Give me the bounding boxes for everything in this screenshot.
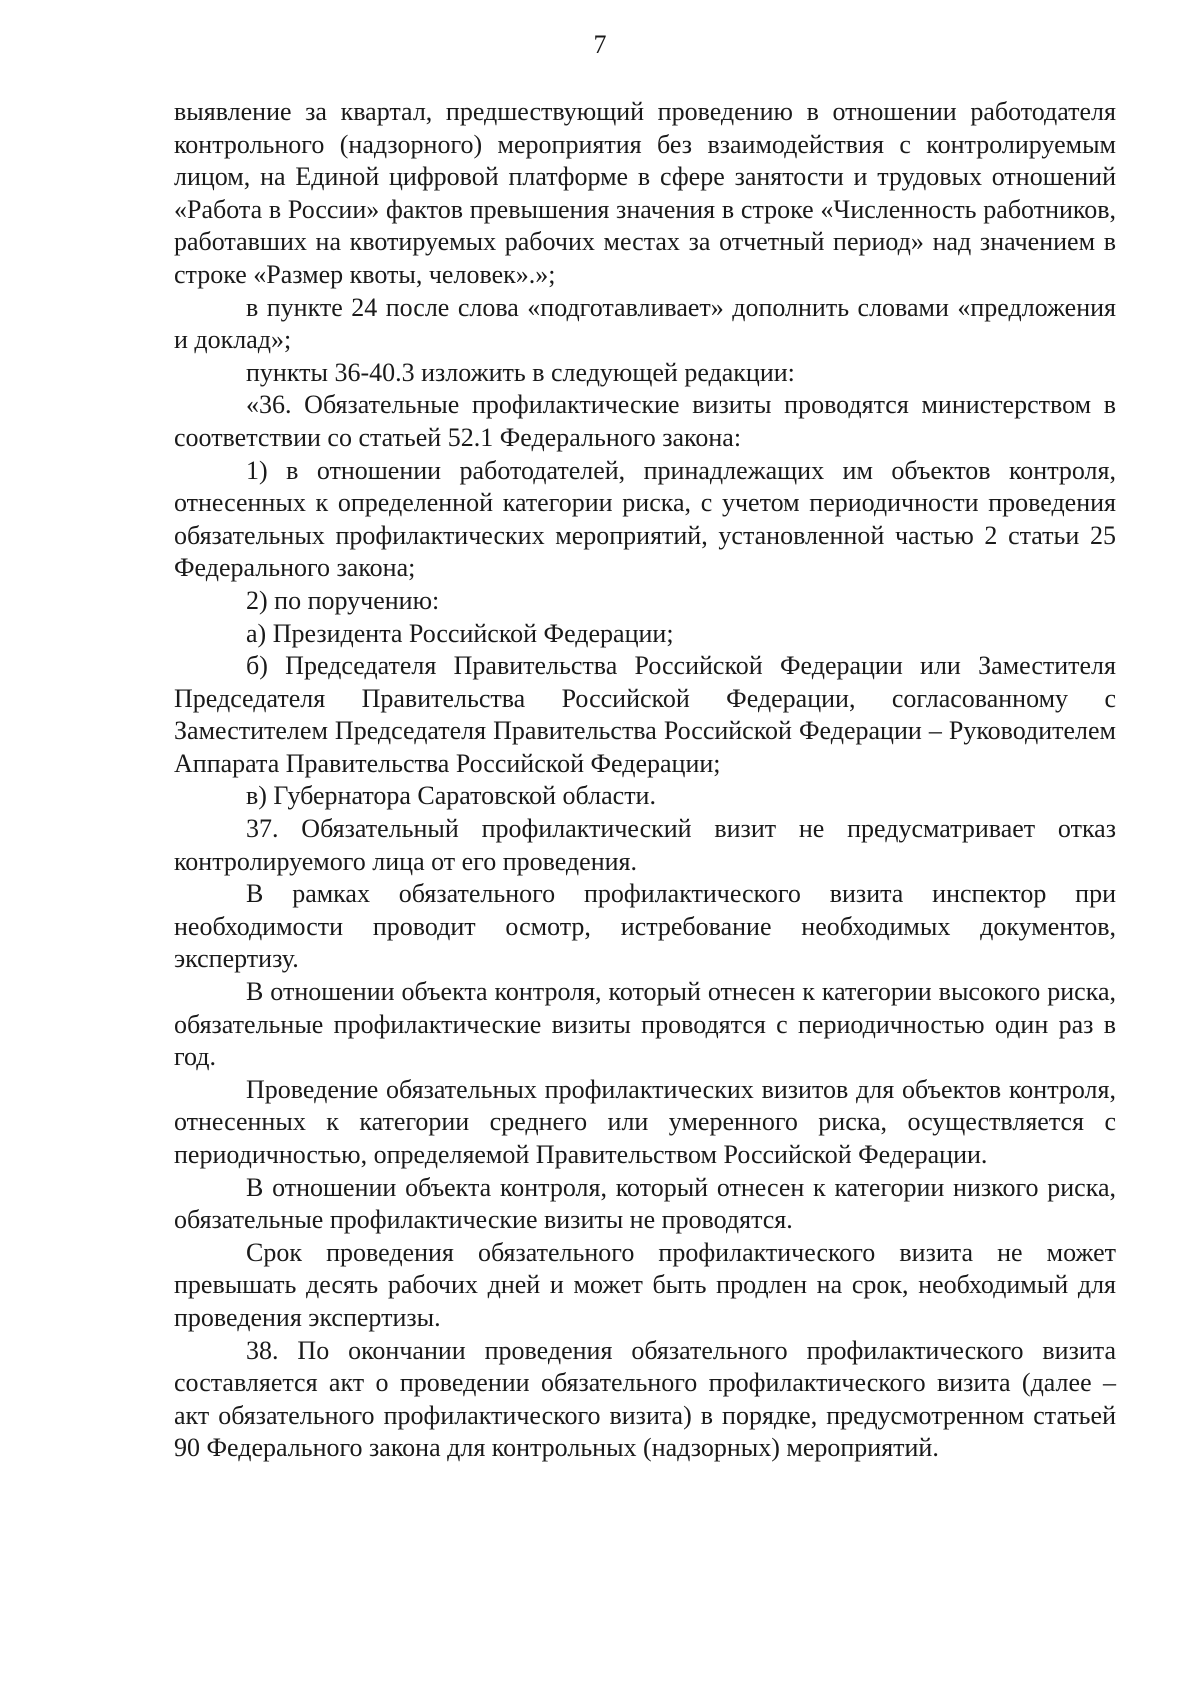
paragraph: Проведение обязательных профилактических визитов для объектов контроля, отнесенных к категории среднего или умеренного риска, осуществляется с периодичностью, определяемой Правительством Российской Федерации. (174, 1074, 1116, 1169)
paragraph: В отношении объекта контроля, который отнесен к категории низкого риска, обязательные профилактические визиты не проводятся. (174, 1172, 1116, 1235)
paragraph: Срок проведения обязательного профилактического визита не может превышать десять рабочих дней и может быть продлен на срок, необходимый для проведения экспертизы. (174, 1237, 1116, 1332)
paragraph: пункты 36-40.3 изложить в следующей редакции: (246, 357, 795, 387)
page-number: 7 (593, 30, 607, 59)
paragraph-subitem-2: 2) по поручению: (246, 585, 440, 615)
paragraph-item-37: 37. Обязательный профилактический визит не предусматривает отказ контролируемого лица от его проведения. (174, 814, 1116, 876)
paragraph: в пункте 24 после слова «подготавливает» дополнить словами «предложения и доклад»; (174, 292, 1116, 355)
paragraph-item-36: «36. Обязательные профилактические визиты проводятся министерством в соответствии со статьей 52.1 Федерального закона: (174, 390, 1116, 452)
paragraph-subitem-b: б) Председателя Правительства Российской Федерации или Заместителя Председателя Правительства Российской Федерации, согласованному с Заместителем Председателя Правительства Российской Федерации – Руководителем Аппарата Правительства Российской Федерации; (174, 651, 1116, 778)
paragraph-item-38: 38. По окончании проведения обязательного профилактического визита составляется акт о проведении обязательного профилактического визита (далее – акт обязательного профилактического визита) в порядке, предусмотренном статьей 90 Федерального закона для контрольных (надзорных) мероприятий. (174, 1335, 1116, 1463)
paragraph: В отношении объекта контроля, который отнесен к категории высокого риска, обязательные профилактические визиты проводятся с периодичностью один раз в год. (174, 977, 1116, 1072)
paragraph-subitem-1: 1) в отношении работодателей, принадлежащих им объектов контроля, отнесенных к определенной категории риска, с учетом периодичности проведения обязательных профилактических мероприятий, установленной частью 2 статьи 25 Федерального закона; (174, 455, 1116, 583)
paragraph-subitem-a: а) Президента Российской Федерации; (246, 618, 674, 648)
paragraph-subitem-v: в) Губернатора Саратовской области. (246, 781, 656, 811)
document-body (174, 96, 1116, 1465)
paragraph: В рамках обязательного профилактического визита инспектор при необходимости проводит осмотр, истребование необходимых документов, экспертизу. (174, 879, 1116, 974)
paragraph-continuation: выявление за квартал, предшествующий проведению в отношении работодателя контрольного (надзорного) мероприятия без взаимодействия с контролируемым лицом, на Единой цифровой платформе в сфере занятости и трудовых отношений «Работа в России» фактов превышения значения в строке «Численность работников, работавших на квотируемых рабочих местах за отчетный период» над значением в строке «Размер квоты, человек».»; (174, 97, 1116, 289)
